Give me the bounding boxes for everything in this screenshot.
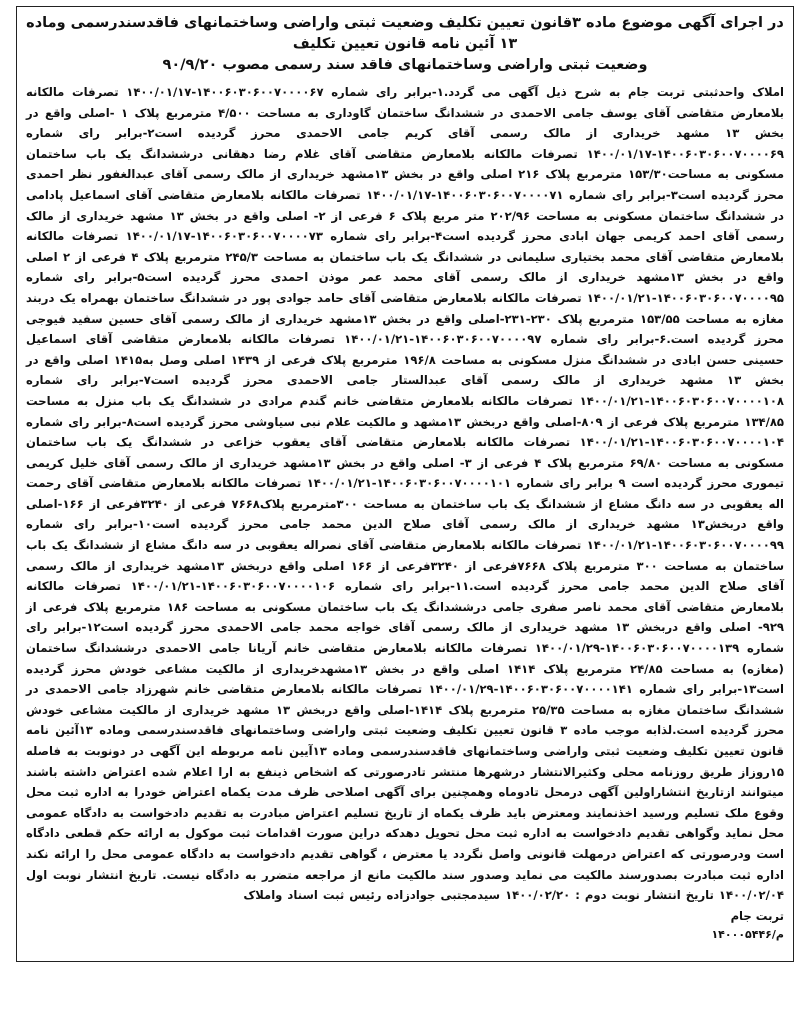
notice-title-line-1: در اجرای آگهی موضوع ماده ۳قانون تعیین تکلیف وضعیت ثبتی واراضی وساختمانهای فاقدسندرسمی وماده ۱۳ آئین نامه قانون تعیین تکلیف [26,15,784,52]
notice-code: م/۱۴۰۰۰۵۴۴۶ [711,927,784,941]
notice-title-line-2: وضعیت ثبتی واراضی وساختمانهای فاقد سند رسمی مصوب ۹۰/۹/۲۰ [162,57,648,73]
notice-signoff: تربت جام [730,908,784,923]
legal-notice [16,6,794,962]
notice-body: املاک واحدثبتی تربت جام به شرح ذیل آگهی می گردد.۱-برابر رای شماره ۱۴۰۰۶۰۳۰۶۰۰۷۰۰۰۰۶۷-۱۴۰۰/۰۱/۱۷ تصرفات مالکانه بلامعارض متقاضی آقای یوسف جامی الاحمدی در ششدانگ ساختمان گاوداری به مساحت ۴/۵۰۰ مترمربع پلاک ۱ -اصلی واقع در بخش ۱۳ مشهد خریداری از مالک رسمی آقای کریم جامی الاحمدی محرز گردیده است۲-برابر رای شماره ۱۴۰۰۶۰۳۰۶۰۰۷۰۰۰۰۶۹-۱۴۰۰/۰۱/۱۷ تصرفات مالکانه بلامعارض متقاضی آقای غلام رضا دهقانی درششدانگ یک باب ساختمان مسکونی به مساحت۱۵۳/۳۰ مترمربع پلاک ۲۱۶ اصلی واقع در بخش ۱۳مشهد خریداری از مالک رسمی آقای عبدالغفور نظر احمدی محرز گردیده است۳-برابر رای شماره ۱۴۰۰۶۰۳۰۶۰۰۷۰۰۰۰۷۱-۱۴۰۰/۰۱/۱۷ تصرفات مالکانه بلامعارض متقاضی آقای اسماعیل پادامی در ششدانگ ساختمان مسکونی به مساحت ۲۰۲/۹۶ متر مربع پلاک ۶ فرعی از ۲- اصلی واقع در بخش ۱۳ مشهد خریداری از مالک رسمی آقای احمد کریمی جهان ابادی محرز گردیده است۴-برابر رای شماره ۱۴۰۰۶۰۳۰۶۰۰۷۰۰۰۰۷۳-۱۴۰۰/۰۱/۱۷ تصرفات مالکانه بلامعارض متقاضی آقای محمد بختیاری سلیمانی در ششدانگ یک باب ساختمان به مساحت ۲۴۵/۳ مترمربع پلاک ۴ فرعی از ۲ اصلی واقع در بخش ۱۳مشهد خریداری از مالک رسمی آقای محمد عمر موذن احمدی محرز گردیده است۵-برابر رای شماره ۱۴۰۰۶۰۳۰۶۰۰۷۰۰۰۰۹۵-۱۴۰۰/۰۱/۲۱ تصرفات مالکانه بلامعارض متقاضی آقای حامد جوادی پور در ششدانگ ساختمان بهمراه یک دربند مغازه به مساحت ۱۵۳/۵۵ مترمربع پلاک ۲۳۰-۲۳۱-اصلی واقع در بخش ۱۳مشهد خریداری از مالک رسمی آقای حسین سفید فیوجی محرز گردیده است.۶-برابر رای شماره ۱۴۰۰۶۰۳۰۶۰۰۷۰۰۰۰۹۷-۱۴۰۰/۰۱/۲۱ تصرفات مالکانه بلامعارض متقاضی آقای اسماعیل حسینی حسن ابادی در ششدانگ منزل مسکونی به مساحت ۱۹۶/۸ مترمربع پلاک فرعی از ۱۴۳۹ اصلی وصل به۱۴۱۵ اصلی واقع در بخش ۱۳ مشهد خریداری از مالک رسمی آقای عبدالستار جامی الاحمدی محرز گردیده است۷-برابر رای شماره ۱۴۰۰۶۰۳۰۶۰۰۷۰۰۰۰۱۰۸-۱۴۰۰/۰۱/۲۱ تصرفات مالکانه بلامعارض متقاضی خانم گندم مرادی در ششدانگ یک باب منزل به مساحت ۱۳۴/۸۵ مترمربع پلاک فرعی از ۸۰۹-اصلی واقع دربخش ۱۳مشهد و مالکیت علام نبی سیاوشی محرز گردیده است۸-برابر رای شماره ۱۴۰۰۶۰۳۰۶۰۰۷۰۰۰۰۱۰۴-۱۴۰۰/۰۱/۲۱ تصرفات مالکانه بلامعارض متقاضی آقای یعقوب خزاعی در ششدانگ یک باب ساختمان مسکونی به مساحت ۶۹/۸۰ مترمربع پلاک ۴ فرعی از ۳- اصلی واقع در بخش ۱۳مشهد خریداری از مالک رسمی آقای خلیل کریمی تیموری محرز گردیده است ۹ برابر رای شماره ۱۴۰۰۶۰۳۰۶۰۰۷۰۰۰۰۱۰۱-۱۴۰۰/۰۱/۲۱ تصرفات مالکانه بلامعارض متقاضی آقای رحمت اله یعقوبی در سه دانگ مشاع از ششدانگ یک باب ساختمان به مساحت ۳۰۰مترمربع پلاک۷۶۶۸ فرعی از ۳۲۴۰فرعی از ۱۶۶-اصلی واقع دربخش۱۳ مشهد خریداری از مالک رسمی آقای صلاح الدین محمد جامی محرز گردیده است۱۰-برابر رای شماره ۱۴۰۰۶۰۳۰۶۰۰۷۰۰۰۰۹۹-۱۴۰۰/۰۱/۲۱ تصرفات مالکانه بلامعارض متقاضی آقای نصراله یعقوبی در سه دانگ مشاع از ششدانگ یک باب ساختمان به مساحت ۳۰۰ مترمربع پلاک ۷۶۶۸فرعی از ۳۲۴۰فرعی از ۱۶۶ اصلی واقع دربخش ۱۳مشهد خریداری از مالک رسمی آقای صلاح الدین محمد جامی محرز گردیده است.۱۱-برابر رای شماره ۱۴۰۰۶۰۳۰۶۰۰۷۰۰۰۰۱۰۶-۱۴۰۰/۰۱/۲۱ تصرفات مالکانه بلامعارض متقاضی آقای محمد ناصر صفری جامی درششدانگ یک باب ساختمان مسکونی به مساحت ۱۸۶ مترمربع پلاک فرعی از ۹۲۹- اصلی واقع دربخش ۱۳ مشهد خریداری از مالک رسمی آقای خواجه محمد جامی الاحمدی محرز گردیده است۱۲-برابر رای شماره ۱۴۰۰۶۰۳۰۶۰۰۷۰۰۰۰۱۳۹-۱۴۰۰/۰۱/۲۹ تصرفات مالکانه بلامعارض متقاضی خانم آریانا جامی الاحمدی درششدانگ ساختمان (مغازه) به مساحت ۲۴/۸۵ مترمربع پلاک ۱۴۱۴ اصلی واقع در بخش ۱۳مشهدخریداری از مالکیت مشاعی خودش محرز گردیده است۱۳-برابر رای شماره ۱۴۰۰۶۰۳۰۶۰۰۷۰۰۰۰۱۴۱-۱۴۰۰/۰۱/۲۹ تصرفات مالکانه بلامعارض متقاضی خانم شهرزاد جامی الاحمدی در ششدانگ ساختمان مغازه به مساحت ۲۵/۳۵ مترمربع پلاک ۱۴۱۴-اصلی واقع دربخش ۱۳ مشهد خریداری از مالکیت مشاعی خودش محرز گردیده است.لذابه موجب ماده ۳ قانون تعیین تکلیف وضعیت ثبتی واراضی وساختمانهای فاقدسندرسمی وماده ۱۳آئین نامه قانون تعیین تکلیف وضعیت ثبتی واراضی وساختمانهای فاقدسندرسمی وماده ۱۳آیین نامه مربوطه این آگهی در دونوبت به فاصله ۱۵روزاز طریق روزنامه محلی وکثیرالانتشار درشهرها منتشر تادرصورتی که اشخاص ذینفع به ارا اعلام شده اعتراض داشته باشند میتوانند ازتاریخ انتشاراولین آگهی درمحل تادوماه وهمچنین برای آگهی اصلاحی ظرف مدت یکماه اعتراض خودرا به اداره ثبت محل وقوع ملک تسلیم ورسید اخذنمایند ومعترض باید ظرف یکماه از تاریخ تسلیم اعتراض مبادرت به تقدیم دادخواست به دادگاه عمومی محل نماید وگواهی تقدیم دادخواست به اداره ثبت محل تحویل دهدکه دراین صورت اقدامات ثبت موکول به ارائه حکم قطعی دادگاه است ودرصورتی که اعتراض درمهلت قانونی واصل نگردد یا معترض ، گواهی تقدیم دادخواست به دادگاه عمومی محل را ارائه نکند اداره ثبت مبادرت بصدورسند مالکیت می نماید وصدور سند مالکیت مانع از مراجعه متضرر به دادگاه نیست. تاریخ انتشار نوبت اول ۱۴۰۰/۰۲/۰۴ تاریخ انتشار نوبت دوم : ۱۴۰۰/۰۲/۲۰ سیدمجتبی جوادزاده رئیس ثبت اسناد واملاک [26,85,785,903]
notice-title [26,13,784,76]
